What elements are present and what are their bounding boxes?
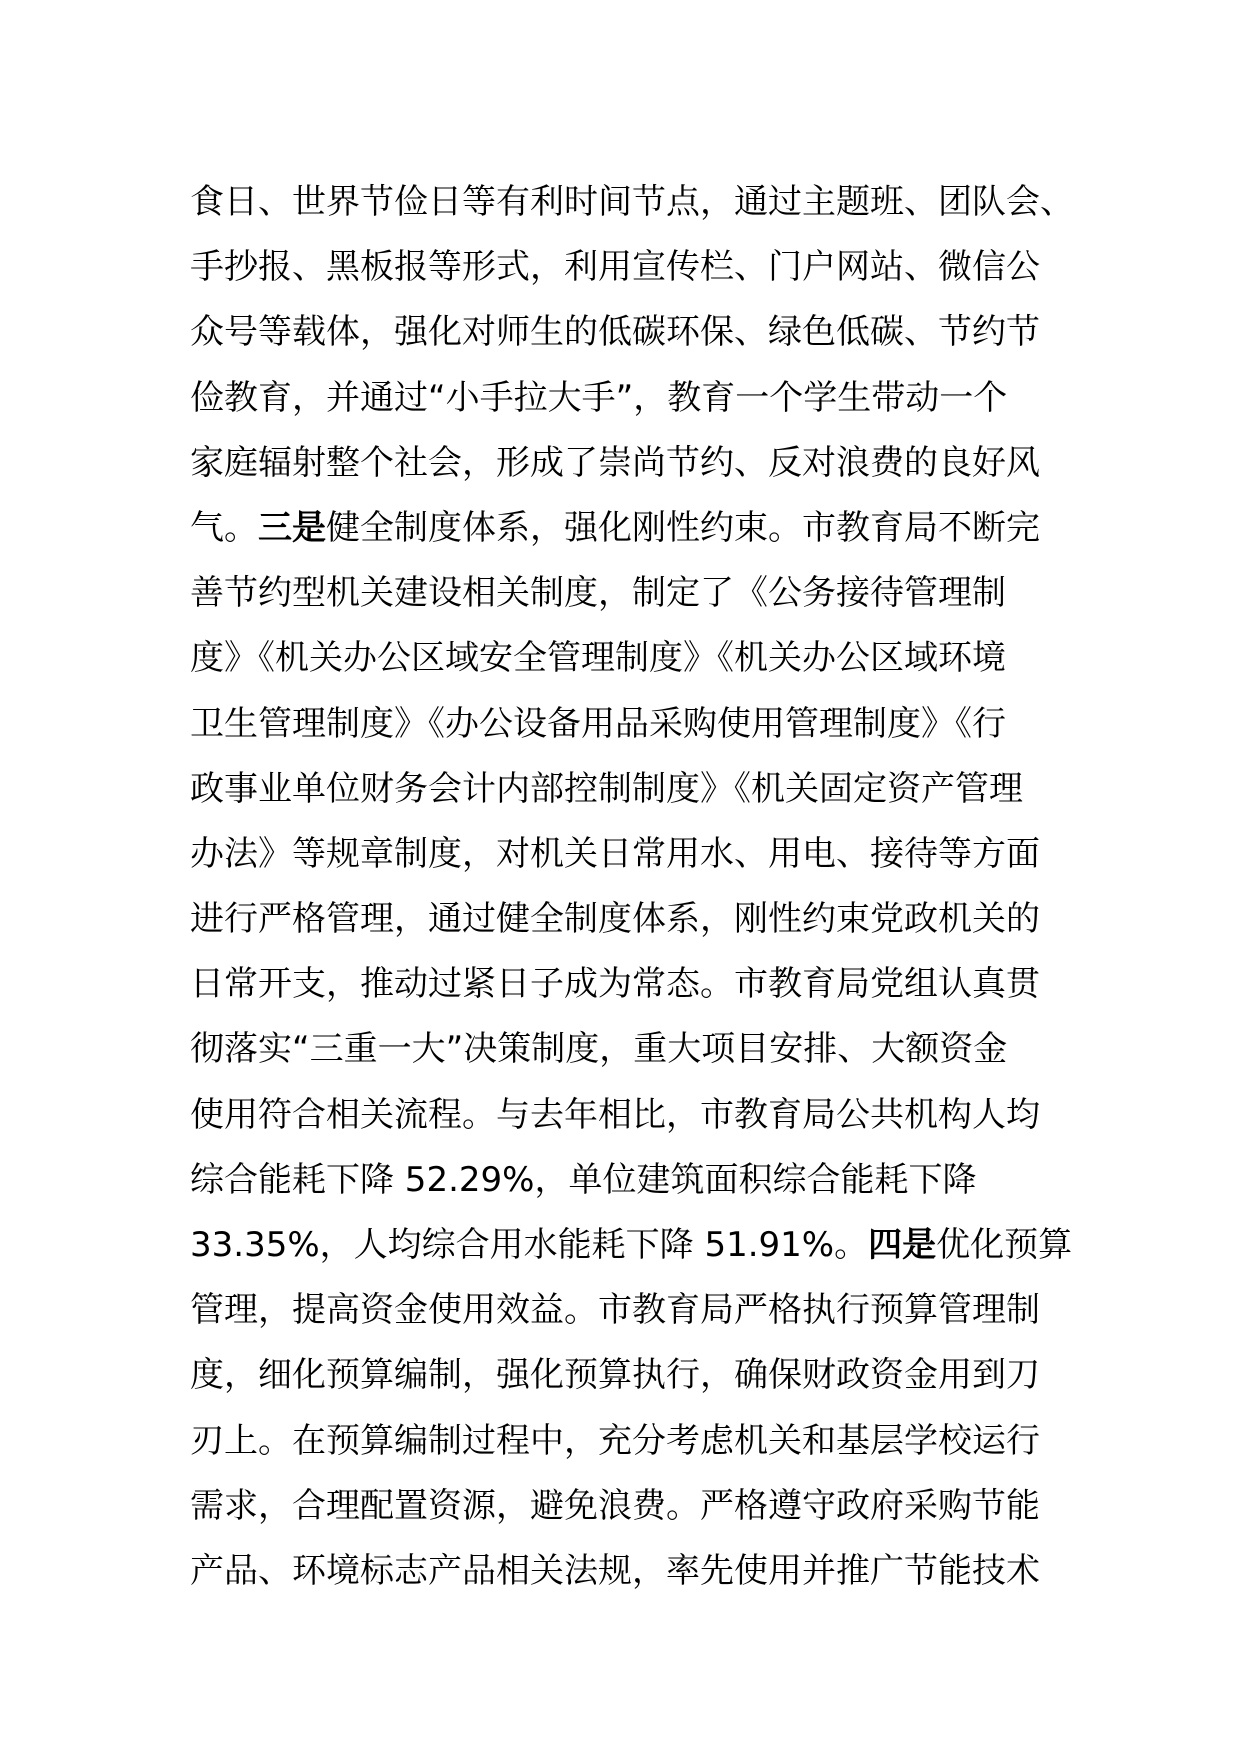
text-line <box>190 1343 1070 1408</box>
emphasis-heading: 四是 <box>868 1225 937 1265</box>
body-text <box>190 170 1074 1604</box>
text-line <box>190 366 1070 431</box>
text-line <box>190 496 1070 561</box>
text-run: 33.35%，人均综合用水能耗下降 51.91%。 <box>190 1225 869 1265</box>
text-line <box>190 235 1070 300</box>
text-line <box>190 1017 1070 1082</box>
text-line <box>190 1083 1070 1148</box>
text-line <box>190 626 1070 691</box>
text-line <box>190 692 1070 757</box>
text-line <box>190 561 1070 626</box>
emphasis-heading: 三是 <box>258 507 326 548</box>
text-run: 进行严格管理，通过健全制度体系，刚性约束党政机关的 <box>190 899 1040 940</box>
text-run: 众号等载体，强化对师生的低碳环保、绿色低碳、节约节 <box>190 312 1040 353</box>
text-run: 日常开支，推动过紧日子成为常态。市教育局党组认真贯 <box>190 964 1040 1005</box>
text-line <box>190 822 1070 887</box>
text-run: 俭教育，并通过“小手拉大手”，教育一个学生带动一个 <box>190 377 1008 418</box>
text-run: 管理，提高资金使用效益。市教育局严格执行预算管理制 <box>190 1290 1040 1331</box>
text-run: 食日、世界节俭日等有利时间节点，通过主题班、团队会、 <box>190 182 1074 222</box>
text-line <box>190 1213 1073 1278</box>
text-run: 度，细化预算编制，强化预算执行，确保财政资金用到刀 <box>190 1355 1040 1396</box>
text-run: 彻落实“三重一大”决策制度，重大项目安排、大额资金 <box>190 1029 1008 1070</box>
text-run: 政事业单位财务会计内部控制制度》《机关固定资产管理 <box>190 768 1023 809</box>
text-line <box>190 1278 1070 1343</box>
text-line <box>190 757 1070 822</box>
text-line <box>190 1474 1070 1539</box>
text-line <box>190 1148 1070 1213</box>
text-line <box>190 1409 1070 1474</box>
text-line <box>190 887 1070 952</box>
text-line <box>190 1539 1070 1604</box>
text-run: 卫生管理制度》《办公设备用品采购使用管理制度》《行 <box>190 703 1006 744</box>
text-run: 综合能耗下降 52.29%，单位建筑面积综合能耗下降 <box>190 1159 977 1200</box>
text-run: 需求，合理配置资源，避免浪费。严格遵守政府采购节能 <box>190 1485 1040 1526</box>
text-run: 办法》等规章制度，对机关日常用水、用电、接待等方面 <box>190 833 1040 874</box>
text-line <box>190 431 1070 496</box>
text-run: 家庭辐射整个社会，形成了崇尚节约、反对浪费的良好风 <box>190 442 1040 483</box>
text-line <box>190 952 1070 1017</box>
text-run: 健全制度体系，强化刚性约束。市教育局不断完 <box>326 507 1040 548</box>
text-run: 度》《机关办公区域安全管理制度》《机关办公区域环境 <box>190 638 1006 679</box>
text-run: 手抄报、黑板报等形式，利用宣传栏、门户网站、微信公 <box>190 247 1040 288</box>
text-run: 善节约型机关建设相关制度，制定了《公务接待管理制 <box>190 573 1006 614</box>
text-run: 产品、环境标志产品相关法规，率先使用并推广节能技术 <box>190 1550 1040 1591</box>
text-run: 使用符合相关流程。与去年相比，市教育局公共机构人均 <box>190 1094 1040 1135</box>
text-run: 气。 <box>190 507 258 548</box>
text-line <box>190 170 1074 235</box>
text-line <box>190 300 1070 365</box>
text-run: 优化预算 <box>936 1225 1073 1265</box>
text-run: 刃上。在预算编制过程中，充分考虑机关和基层学校运行 <box>190 1420 1040 1461</box>
